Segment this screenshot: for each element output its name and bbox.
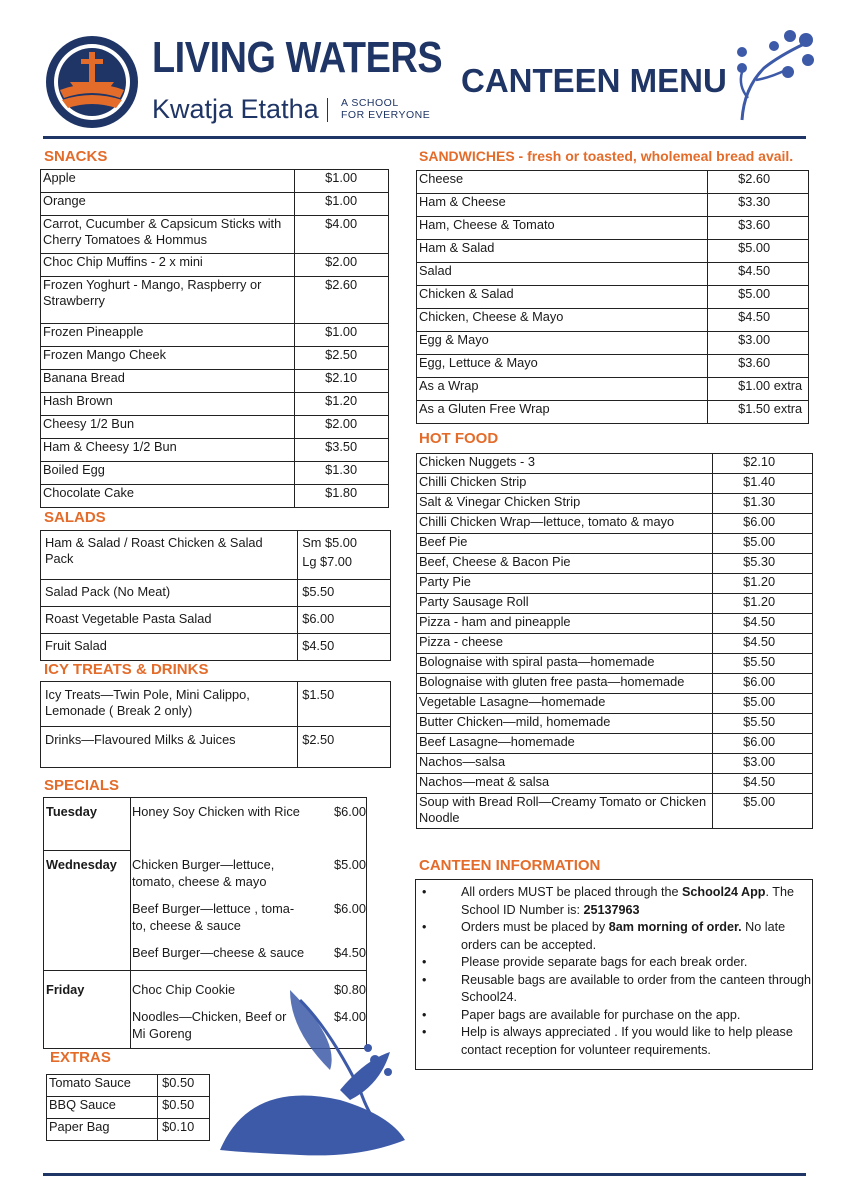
table-row — [417, 355, 809, 378]
item-name: Nachos—meat & salsa — [417, 774, 713, 794]
item-name: Party Sausage Roll — [417, 594, 713, 614]
table-row — [41, 439, 389, 462]
table-row — [417, 614, 813, 634]
item-name: Chilli Chicken Wrap—lettuce, tomato & mayo — [417, 514, 713, 534]
item-name: As a Gluten Free Wrap — [417, 401, 708, 424]
item-price: $2.00 — [295, 254, 389, 277]
item-name: Salt & Vinegar Chicken Strip — [417, 494, 713, 514]
item-name: Beef Lasagne—homemade — [417, 734, 713, 754]
table-row — [41, 193, 389, 216]
item-name: Pizza - cheese — [417, 634, 713, 654]
item-name: Egg, Lettuce & Mayo — [417, 355, 708, 378]
table-row — [41, 324, 389, 347]
top-rule — [43, 136, 806, 139]
item-price: $1.00 — [295, 193, 389, 216]
table-row — [417, 534, 813, 554]
tagline-line-2: FOR EVERYONE — [341, 109, 431, 121]
item-price: $4.50 — [713, 774, 813, 794]
special-price: $0.80 — [334, 982, 367, 997]
table-row — [417, 774, 813, 794]
special-item: Beef Burger—lettuce , toma-to, cheese & sauce — [132, 901, 295, 933]
item-name: Ham & Cheesy 1/2 Bun — [41, 439, 295, 462]
item-price: $1.00 extra — [708, 378, 809, 401]
table-row — [417, 574, 813, 594]
icy-heading: ICY TREATS & DRINKS — [44, 661, 209, 678]
item-name: As a Wrap — [417, 378, 708, 401]
table-row — [417, 454, 813, 474]
item-name: Frozen Mango Cheek — [41, 347, 295, 370]
item-price: $2.60 — [295, 277, 389, 324]
brand-divider — [327, 98, 328, 122]
hot-food-heading: HOT FOOD — [419, 430, 499, 447]
table-row — [41, 727, 391, 768]
canteen-info-box — [415, 879, 813, 1070]
item-price: $1.00 — [295, 324, 389, 347]
table-row — [417, 240, 809, 263]
item-price: $1.80 — [295, 485, 389, 508]
special-price: $4.50 — [334, 945, 367, 960]
special-day: Friday — [46, 982, 85, 997]
item-price: $4.00 — [295, 216, 389, 254]
table-row — [41, 347, 389, 370]
item-name: Roast Vegetable Pasta Salad — [41, 607, 298, 634]
item-name: Frozen Pineapple — [41, 324, 295, 347]
item-name: Nachos—salsa — [417, 754, 713, 774]
item-name: Party Pie — [417, 574, 713, 594]
item-name: Paper Bag — [47, 1119, 158, 1141]
table-row — [417, 494, 813, 514]
item-price: $4.50 — [713, 614, 813, 634]
extras-table — [46, 1074, 210, 1141]
item-name: Boiled Egg — [41, 462, 295, 485]
item-price: $3.00 — [713, 754, 813, 774]
item-name: Hash Brown — [41, 393, 295, 416]
item-name: Frozen Yoghurt - Mango, Raspberry or Strawberry — [41, 277, 295, 324]
table-row — [41, 682, 391, 727]
bottom-rule — [43, 1173, 806, 1176]
item-name: Fruit Salad — [41, 634, 298, 661]
table-row — [417, 474, 813, 494]
item-name: Apple — [41, 170, 295, 193]
item-price: $6.00 — [298, 607, 391, 634]
item-name: Vegetable Lasagne—homemade — [417, 694, 713, 714]
table-row — [47, 1097, 210, 1119]
special-price: $6.00 — [334, 804, 367, 819]
item-price: $4.50 — [298, 634, 391, 661]
column-divider — [130, 798, 131, 1048]
item-name: Icy Treats—Twin Pole, Mini Calippo, Lemonade ( Break 2 only) — [41, 682, 298, 727]
item-name: BBQ Sauce — [47, 1097, 158, 1119]
icy-table — [40, 681, 391, 768]
special-item: Honey Soy Chicken with Rice — [132, 804, 300, 819]
item-name: Orange — [41, 193, 295, 216]
extras-heading: EXTRAS — [50, 1049, 111, 1066]
salads-heading: SALADS — [44, 509, 106, 526]
item-name: Soup with Bread Roll—Creamy Tomato or Chicken Noodle — [417, 794, 713, 829]
item-price: $5.00 — [708, 286, 809, 309]
info-item: • Reusable bags are available to order from the canteen through School24. — [416, 972, 812, 1007]
specials-heading: SPECIALS — [44, 777, 120, 794]
table-row — [417, 594, 813, 614]
table-row — [417, 263, 809, 286]
item-price: $1.20 — [713, 594, 813, 614]
table-row — [417, 754, 813, 774]
special-item: Chicken Burger—lettuce, tomato, cheese & mayo — [132, 857, 275, 889]
table-row — [417, 674, 813, 694]
table-row — [417, 286, 809, 309]
table-row — [417, 332, 809, 355]
item-price: $3.60 — [708, 355, 809, 378]
item-name: Pizza - ham and pineapple — [417, 614, 713, 634]
table-row — [41, 416, 389, 439]
table-row — [41, 277, 389, 324]
item-price: $1.30 — [713, 494, 813, 514]
sandwiches-table — [416, 170, 809, 424]
item-name: Ham, Cheese & Tomato — [417, 217, 708, 240]
item-price: $0.10 — [158, 1119, 210, 1141]
snacks-table — [40, 169, 389, 508]
item-price: $2.10 — [713, 454, 813, 474]
special-item: Noodles—Chicken, Beef or Mi Goreng — [132, 1009, 287, 1041]
table-row — [417, 694, 813, 714]
item-price: $0.50 — [158, 1075, 210, 1097]
item-price: $6.00 — [713, 734, 813, 754]
item-price: $1.20 — [295, 393, 389, 416]
table-row — [417, 794, 813, 829]
item-name: Choc Chip Muffins - 2 x mini — [41, 254, 295, 277]
hot-food-table — [416, 453, 813, 829]
special-item: Choc Chip Cookie — [132, 982, 236, 997]
special-price: $5.00 — [334, 857, 367, 872]
table-row — [417, 654, 813, 674]
table-row — [41, 370, 389, 393]
snacks-heading: SNACKS — [44, 148, 108, 165]
item-price: $1.40 — [713, 474, 813, 494]
item-price: $6.00 — [713, 514, 813, 534]
row-divider — [44, 850, 130, 851]
table-row — [41, 485, 389, 508]
special-price: $4.00 — [334, 1009, 367, 1024]
item-price: $1.50 extra — [708, 401, 809, 424]
item-price: $5.50 — [298, 580, 391, 607]
table-row — [41, 216, 389, 254]
item-price: $4.50 — [708, 263, 809, 286]
item-price: $2.50 — [295, 347, 389, 370]
info-item: • Help is always appreciated . If you would like to help please contact reception for volunteer requirements. — [416, 1024, 812, 1059]
brand-name: LIVING WATERS — [152, 33, 443, 82]
table-row — [41, 607, 391, 634]
table-row — [41, 170, 389, 193]
info-item: • All orders MUST be placed through the School24 App. The School ID Number is: 25137963 — [416, 884, 812, 919]
info-item: • Paper bags are available for purchase on the app. — [416, 1007, 812, 1025]
item-name: Salad — [417, 263, 708, 286]
table-row — [417, 401, 809, 424]
item-price: $3.30 — [708, 194, 809, 217]
item-name: Beef, Cheese & Bacon Pie — [417, 554, 713, 574]
item-name: Salad Pack (No Meat) — [41, 580, 298, 607]
item-price: $5.00 — [713, 694, 813, 714]
item-name: Ham & Cheese — [417, 194, 708, 217]
table-row — [41, 580, 391, 607]
table-row — [417, 514, 813, 534]
table-row — [41, 254, 389, 277]
table-row — [417, 309, 809, 332]
item-name: Chilli Chicken Strip — [417, 474, 713, 494]
item-price: $2.50 — [298, 727, 391, 768]
item-price: $3.60 — [708, 217, 809, 240]
item-name: Drinks—Flavoured Milks & Juices — [41, 727, 298, 768]
table-row — [41, 531, 391, 580]
item-name: Carrot, Cucumber & Capsicum Sticks with Cherry Tomatoes & Hommus — [41, 216, 295, 254]
table-row — [417, 217, 809, 240]
item-price: Sm $5.00 Lg $7.00 — [298, 531, 391, 580]
table-row — [47, 1119, 210, 1141]
table-row — [417, 734, 813, 754]
table-row — [417, 714, 813, 734]
item-price: $2.00 — [295, 416, 389, 439]
item-price: $3.50 — [295, 439, 389, 462]
item-price: $5.50 — [713, 714, 813, 734]
item-name: Egg & Mayo — [417, 332, 708, 355]
item-name: Ham & Salad — [417, 240, 708, 263]
table-row — [41, 634, 391, 661]
item-price: $3.00 — [708, 332, 809, 355]
item-name: Chocolate Cake — [41, 485, 295, 508]
item-price: $6.00 — [713, 674, 813, 694]
item-name: Banana Bread — [41, 370, 295, 393]
salads-table — [40, 530, 391, 661]
table-row — [47, 1075, 210, 1097]
special-day: Wednesday — [46, 857, 117, 872]
sandwiches-heading: SANDWICHES - fresh or toasted, wholemeal bread avail. — [419, 148, 794, 164]
item-price: $5.00 — [708, 240, 809, 263]
item-name: Beef Pie — [417, 534, 713, 554]
special-price: $6.00 — [334, 901, 367, 916]
special-item: Beef Burger—cheese & sauce — [132, 945, 305, 960]
tagline-line-1: A SCHOOL — [341, 97, 399, 109]
item-price: $1.20 — [713, 574, 813, 594]
table-row — [417, 634, 813, 654]
item-name: Cheese — [417, 171, 708, 194]
table-row — [41, 462, 389, 485]
item-price: $1.50 — [298, 682, 391, 727]
school-logo-icon — [44, 34, 140, 130]
item-price: $5.30 — [713, 554, 813, 574]
item-price: $1.00 — [295, 170, 389, 193]
item-price: $4.50 — [713, 634, 813, 654]
item-price: $2.60 — [708, 171, 809, 194]
leaf-decoration-icon — [190, 990, 450, 1170]
table-row — [417, 171, 809, 194]
item-name: Chicken Nuggets - 3 — [417, 454, 713, 474]
canteen-info-heading: CANTEEN INFORMATION — [419, 857, 601, 874]
item-name: Tomato Sauce — [47, 1075, 158, 1097]
special-day: Tuesday — [46, 804, 97, 819]
item-name: Bolognaise with gluten free pasta—homemade — [417, 674, 713, 694]
table-row — [417, 554, 813, 574]
page-title: CANTEEN MENU — [461, 62, 727, 99]
item-name: Butter Chicken—mild, homemade — [417, 714, 713, 734]
item-name: Bolognaise with spiral pasta—homemade — [417, 654, 713, 674]
item-name: Chicken, Cheese & Mayo — [417, 309, 708, 332]
item-price: $5.00 — [713, 794, 813, 829]
item-price: $4.50 — [708, 309, 809, 332]
table-row — [41, 393, 389, 416]
item-price: $1.30 — [295, 462, 389, 485]
brand-tagline — [341, 97, 430, 121]
info-item: • Please provide separate bags for each break order. — [416, 954, 812, 972]
row-divider — [44, 970, 366, 971]
berry-branch-icon — [734, 28, 820, 122]
info-item: • Orders must be placed by 8am morning of order. No late orders can be accepted. — [416, 919, 812, 954]
item-price: $5.50 — [713, 654, 813, 674]
item-price: $0.50 — [158, 1097, 210, 1119]
item-name: Cheesy 1/2 Bun — [41, 416, 295, 439]
table-row — [417, 194, 809, 217]
item-name: Ham & Salad / Roast Chicken & Salad Pack — [41, 531, 298, 580]
item-price: $5.00 — [713, 534, 813, 554]
brand-subtitle: Kwatja Etatha — [152, 94, 319, 124]
table-row — [417, 378, 809, 401]
item-name: Chicken & Salad — [417, 286, 708, 309]
item-price: $2.10 — [295, 370, 389, 393]
